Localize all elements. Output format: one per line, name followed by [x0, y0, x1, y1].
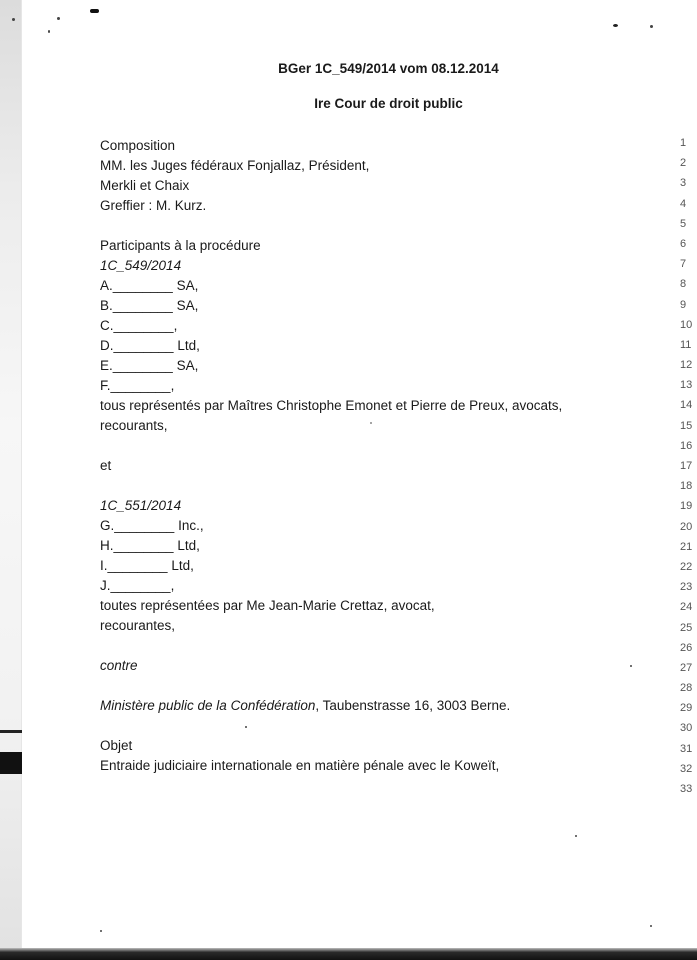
party-h: H.________ Ltd,	[100, 538, 200, 553]
margin-line-number: 16	[680, 439, 693, 452]
scan-left-margin-shadow	[0, 0, 22, 948]
margin-line-numbers	[680, 133, 697, 799]
group2-role: recourantes,	[100, 618, 176, 633]
margin-line-number: 24	[680, 601, 693, 614]
margin-line-number: 7	[680, 258, 687, 271]
margin-line-number: 12	[680, 359, 693, 372]
composition-heading: Composition	[100, 138, 176, 153]
margin-line-number: 18	[680, 480, 693, 493]
margin-line-number: 27	[680, 661, 693, 674]
margin-line-number: 15	[680, 419, 693, 432]
scan-speck	[650, 925, 652, 927]
margin-line-number: 8	[680, 278, 687, 291]
margin-line-number: 4	[680, 197, 687, 210]
margin-line-number: 2	[680, 157, 687, 170]
margin-line-number: 14	[680, 399, 693, 412]
document-title: BGer 1C_549/2014 vom 08.12.2014	[278, 61, 499, 76]
case-number-1: 1C_549/2014	[100, 258, 182, 273]
scan-speck	[12, 18, 15, 21]
party-e: E.________ SA,	[100, 358, 199, 373]
margin-line-number: 6	[680, 237, 687, 250]
case-number-2: 1C_551/2014	[100, 498, 182, 513]
scan-margin-block	[0, 752, 22, 774]
party-i: I.________ Ltd,	[100, 558, 194, 573]
respondent	[100, 696, 562, 716]
party-b: B.________ SA,	[100, 298, 199, 313]
party-f: F.________,	[100, 378, 175, 393]
margin-line-number: 32	[680, 762, 693, 775]
composition-clerk: Greffier : M. Kurz.	[100, 198, 207, 213]
margin-line-number: 17	[680, 460, 693, 472]
object-text: Entraide judiciaire internationale en matière pénale avec le Koweït,	[100, 758, 500, 773]
scan-speck	[57, 17, 60, 20]
margin-line-number: 30	[680, 722, 693, 735]
composition-judges-cont: Merkli et Chaix	[100, 178, 190, 193]
scan-margin-mark	[0, 730, 22, 733]
margin-line-number: 21	[680, 540, 693, 553]
group1-representation: tous représentés par Maîtres Christophe Emonet et Pierre de Preux, avocats,	[100, 398, 563, 413]
group1-role: recourants,	[100, 418, 168, 433]
scan-speck	[630, 665, 632, 667]
against-label: contre	[100, 658, 138, 673]
scan-speck	[575, 835, 577, 837]
party-d: D.________ Ltd,	[100, 338, 200, 353]
margin-line-number: 28	[680, 682, 693, 695]
margin-line-number: 20	[680, 520, 693, 533]
margin-line-number: 5	[680, 217, 687, 230]
party-j: J.________,	[100, 578, 175, 593]
scan-speck	[650, 25, 653, 28]
scan-speck	[100, 930, 102, 932]
party-g: G.________ Inc.,	[100, 518, 204, 533]
margin-line-number: 10	[680, 318, 693, 331]
group2-representation: toutes représentées par Me Jean-Marie Crettaz, avocat,	[100, 598, 435, 613]
margin-line-number: 9	[680, 298, 687, 311]
margin-line-number: 26	[680, 641, 693, 654]
scan-bottom-edge	[0, 948, 697, 960]
scan-speck	[90, 9, 99, 13]
composition-judges: MM. les Juges fédéraux Fonjallaz, Président,	[100, 158, 370, 173]
participants-heading: Participants à la procédure	[100, 238, 261, 253]
margin-line-number: 11	[680, 338, 692, 351]
margin-line-number: 3	[680, 177, 687, 190]
respondent-address: , Taubenstrasse 16, 3003 Berne.	[315, 698, 511, 713]
margin-line-number: 31	[680, 742, 693, 755]
document-body	[100, 136, 562, 776]
respondent-name: Ministère public de la Confédération	[100, 698, 316, 713]
margin-line-number: 1	[680, 137, 687, 149]
margin-line-number: 33	[680, 783, 693, 795]
margin-line-number: 19	[680, 500, 693, 513]
object-heading: Objet	[100, 738, 133, 753]
connector-et: et	[100, 458, 112, 473]
scan-speck	[613, 24, 618, 27]
party-a: A.________ SA,	[100, 278, 199, 293]
margin-line-number: 25	[680, 621, 693, 634]
margin-line-number: 23	[680, 581, 693, 594]
party-c: C.________,	[100, 318, 178, 333]
scan-speck	[48, 30, 50, 33]
margin-line-number: 13	[680, 379, 693, 392]
margin-line-number: 29	[680, 702, 693, 715]
court-name: Ire Cour de droit public	[314, 96, 463, 111]
margin-line-number: 22	[680, 560, 693, 573]
